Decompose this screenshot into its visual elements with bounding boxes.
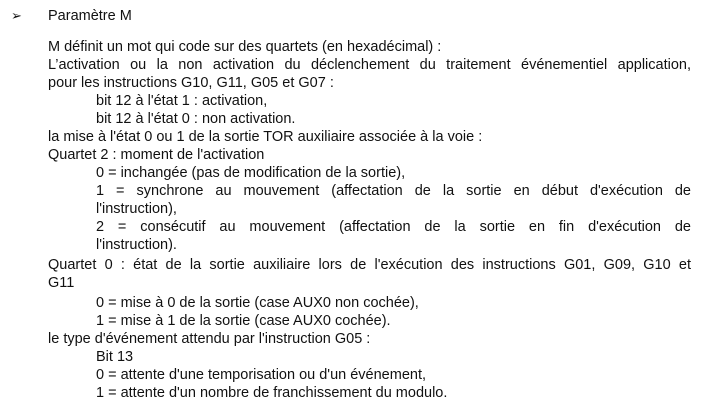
text-line: 0 = mise à 0 de la sortie (case AUX0 non cochée), [96,295,419,311]
text-line: G11 [48,275,75,291]
text-line: l'instruction). [96,237,177,253]
text-line: la mise à l'état 0 ou 1 de la sortie TOR auxiliaire associée à la voie : [48,129,483,145]
text-line: l'instruction), [96,201,177,217]
section-title: Paramètre M [48,8,132,24]
text-line: 0 = attente d'une temporisation ou d'un événement, [96,367,427,383]
text-line: M définit un mot qui code sur des quartets (en hexadécimal) : [48,39,442,55]
text-line: bit 12 à l'état 1 : activation, [96,93,268,109]
text-line: Bit 13 [96,349,134,365]
arrow-bullet-icon: ➢ [11,8,22,23]
text-line: 1 = synchrone au mouvement (affectation de la sortie en début d'exécution de [96,183,691,199]
text-line: bit 12 à l'état 0 : non activation. [96,111,296,127]
text-line: Quartet 0 : état de la sortie auxiliaire lors de l'exécution des instructions G01, G09, G10 et [48,257,691,273]
text-line: 2 = consécutif au mouvement (affectation de la sortie en fin d'exécution de [96,219,691,235]
text-line: 1 = mise à 1 de la sortie (case AUX0 cochée). [96,313,391,329]
text-line: pour les instructions G10, G11, G05 et G07 : [48,75,334,91]
text-line: L’activation ou la non activation du déclenchement du traitement événementiel application, [48,57,691,73]
text-line: Quartet 2 : moment de l'activation [48,147,265,163]
text-line: 0 = inchangée (pas de modification de la sortie), [96,165,406,181]
text-line: le type d'événement attendu par l'instruction G05 : [48,331,371,347]
text-line: 1 = attente d'un nombre de franchissement du modulo. [96,385,448,401]
